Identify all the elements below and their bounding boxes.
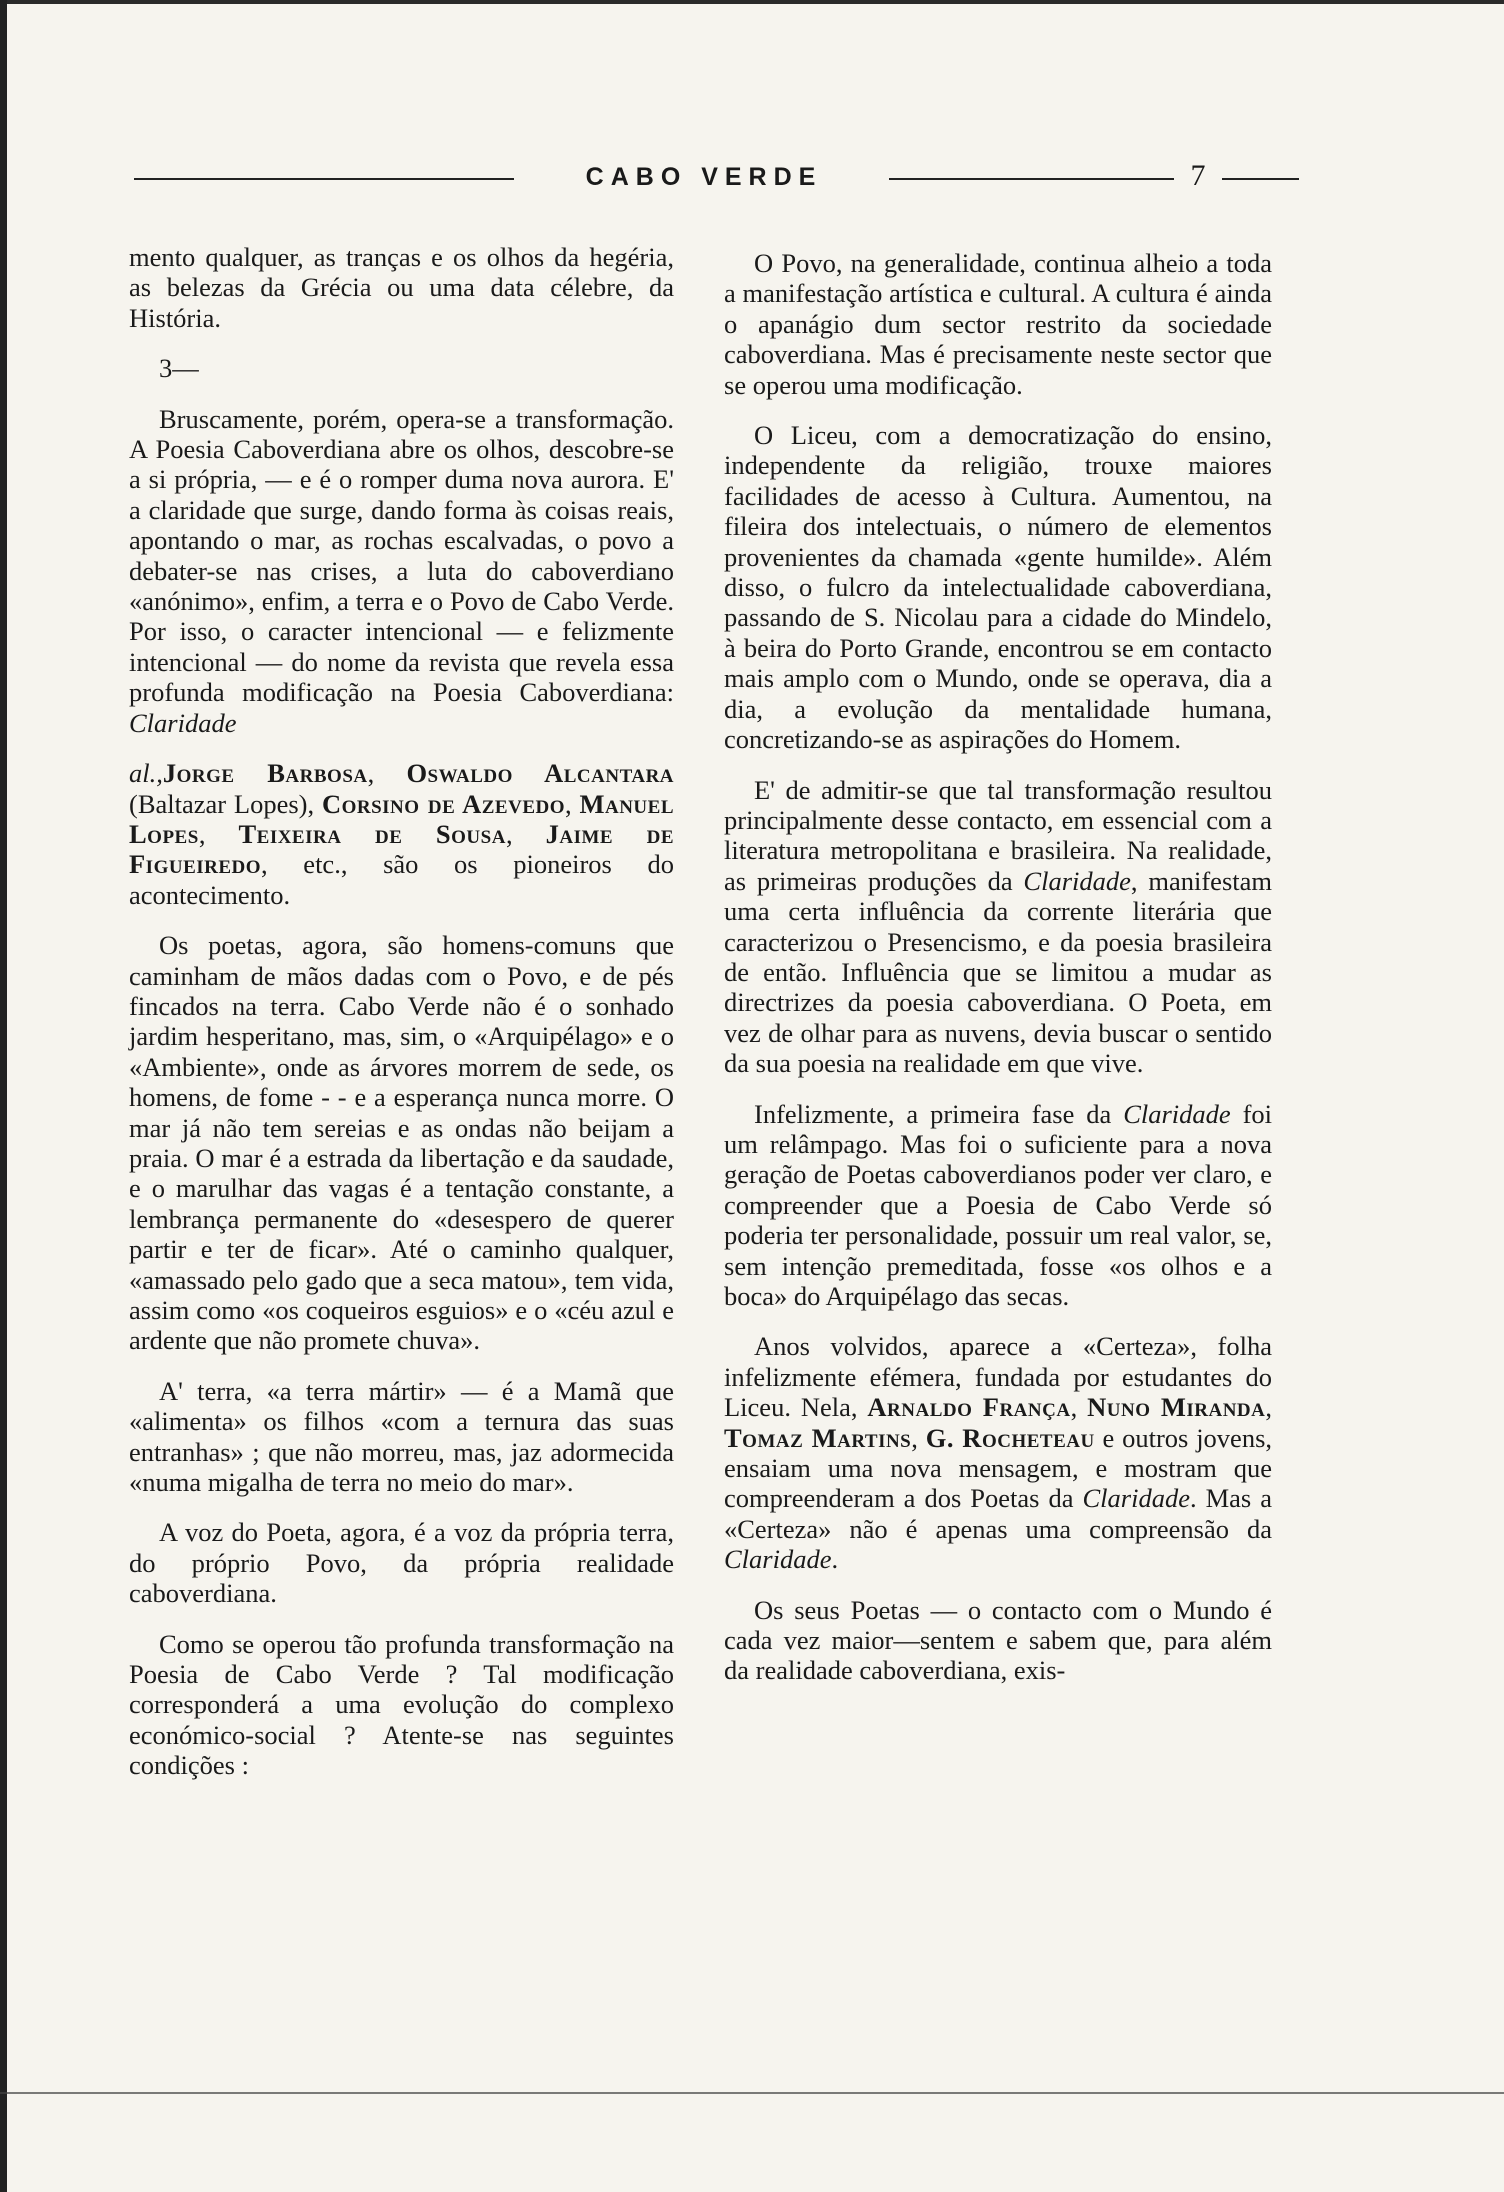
left-column (129, 242, 674, 1801)
journal-title: Claridade (129, 707, 237, 738)
author-name: Tomaz Martins (724, 1422, 912, 1453)
author-name: Jaime de Figueiredo (129, 818, 674, 880)
separator: , (505, 818, 546, 849)
paragraph: A' terra, «a terra mártir» — é a Mamã que «alimenta» os filhos «com a ternura das suas entranhas» ; que não morreu, mas, jaz adormecida «numa migalha de terra no meio do mar». (129, 1375, 674, 1498)
journal-title: Claridade (1023, 865, 1131, 896)
separator: , (565, 788, 580, 819)
paragraph: Os poetas, agora, são homens-comuns que caminham de mãos dadas com o Povo, e de pés fincados na terra. Cabo Verde não é o sonhado jardim hesperitano, mas, sim, o «Arquipélago» e o «Ambiente», onde as árvores morrem de sede, os homens, de fome - - e a esperança nunca morre. O mar já não tem sereias e as ondas não beijam a praia. O mar é a estrada da libertação e da saudade, e o marulhar das vagas é a tentação constante, a lembrança permanente do «desespero de querer partir e ter de ficar». Até o caminho qualquer, «amassado pelo gado que a seca matou», tem vida, assim como «os coqueiros esguios» e o «céu azul e ardente que não promete chuva». (129, 930, 674, 1356)
header-rule-right (889, 178, 1299, 180)
paragraph-text: (Baltazar Lopes), (129, 788, 322, 819)
paragraph-text: e outros jovens, ensaiam uma nova mensagem, e mostram que compreenderam a dos Poetas da (724, 1422, 1273, 1514)
paragraph: Como se operou tão profunda transformação na Poesia de Cabo Verde ? Tal modificação corresponderá a uma evolução do complexo económico-social ? Atente-se nas seguintes condições : (129, 1628, 674, 1781)
journal-title: Claridade (724, 1544, 832, 1575)
paragraph-text: Bruscamente, porém, opera-se a transformação. A Poesia Caboverdiana abre os olhos, descobre-se a si própria, — e é o romper duma nova aurora. E' a claridade que surge, dando forma às coisas reais, apontando o mar, as rochas escalvadas, o povo a debater-se nas crises, a luta do caboverdiano «anónimo», enfim, a terra e o Povo de Cabo Verde. Por isso, o caracter intencional — e felizmente intencional — do nome da revista que revela essa profunda modificação na Poesia Caboverdiana: (129, 403, 674, 708)
journal-title: Claridade (1123, 1098, 1231, 1129)
running-header (134, 159, 1278, 197)
paragraph: Os seus Poetas — o contacto com o Mundo é cada vez maior—sentem e sabem que, para além da realidade caboverdiana, exis- (724, 1594, 1272, 1686)
right-column (724, 248, 1272, 1706)
author-name: Oswaldo Alcantara (406, 758, 675, 789)
paragraph-text: Anos volvidos, aparece a «Certeza», folha infelizmente efémera, fundada por estudantes do Liceu. Nela, (724, 1331, 1272, 1423)
author-name: Jorge Barbosa (162, 758, 368, 789)
author-name: Manuel Lopes (129, 788, 674, 849)
scan-left-edge (0, 0, 7, 2192)
separator: , (911, 1422, 926, 1453)
journal-title: Claridade (1082, 1483, 1190, 1514)
paragraph-text: , manifestam uma certa influência da corrente literária que caracterizou o Presencismo, e da poesia brasileira de então. Influência que se limitou a mudar as directrizes da poesia caboverdiana. O Poeta, em vez de olhar para as nuvens, devia buscar o sentido da sua poesia na realidade em que vive. (724, 865, 1272, 1079)
margin-annotation: al., (129, 758, 163, 789)
scan-top-edge (0, 0, 1504, 4)
paragraph-text: . Mas a «Certeza» não é apenas uma compreensão da (724, 1483, 1272, 1544)
page-number: 7 (1174, 159, 1222, 193)
separator: . (831, 1544, 839, 1575)
section-number: 3— (159, 353, 199, 384)
separator: , (198, 818, 239, 849)
author-name: Arnaldo França (867, 1392, 1071, 1423)
running-title: CABO VERDE (585, 163, 823, 191)
paragraph-text: foi um relâmpago. Mas foi o suficiente para a nova geração de Poetas caboverdianos poder ver claro, e compreender que a Poesia de Cabo Verde só poderia ter personalidade, possuir um real valor, se, sem intenção premeditada, fosse «os olhos e a boca» do Arquipélago das secas. (724, 1098, 1273, 1311)
paragraph: A voz do Poeta, agora, é a voz da própria terra, do próprio Povo, da própria realidade caboverdiana. (129, 1517, 674, 1609)
paragraph (129, 404, 674, 738)
paragraph-pioneers (129, 758, 674, 910)
paragraph: O Povo, na generalidade, continua alheio a toda a manifestação artística e cultural. A cultura é ainda o apanágio dum sector restrito da sociedade caboverdiana. Mas é precisamente neste sector que se operou uma modificação. (724, 248, 1272, 400)
paragraph: O Liceu, com a democratização do ensino, independente da religião, trouxe maiores facilidades de acesso à Cultura. Aumentou, na fileira dos intelectuais, o número de elementos provenientes da chamada «gente humilde». Além disso, o fulcro da intelectualidade caboverdiana, passando de S. Nicolau para a cidade do Mindelo, à beira do Porto Grande, encontrou se em contacto mais amplo com o Mundo, onde se operava, dia a dia, a evolução da mentalidade humana, concretizando-se as aspirações do Homem. (724, 420, 1272, 755)
paragraph (724, 1099, 1272, 1312)
paragraph-text: , etc., são os pioneiros do acontecimento. (129, 849, 674, 910)
author-name: Nuno Miranda (1087, 1392, 1266, 1423)
separator: , (1070, 1392, 1088, 1423)
author-name: Teixeira de Sousa (238, 818, 506, 849)
author-name: G. Rocheteau (925, 1422, 1095, 1453)
separator: , (367, 758, 407, 789)
scan-bottom-rule (0, 2092, 1504, 2094)
paragraph (724, 775, 1272, 1079)
header-rule-left (134, 178, 514, 180)
paragraph: mento qualquer, as tranças e os olhos da hegéria, as belezas da Grécia ou uma data célebre, da História. (129, 242, 674, 333)
paragraph-text: E' de admitir-se que tal transformação resultou principalmente desse contacto, em essencial com a literatura metropolitana e brasileira. Na realidade, as primeiras produções da (724, 774, 1272, 896)
separator: , (1265, 1392, 1273, 1423)
author-name: Corsino de Azevedo (321, 788, 566, 819)
paragraph (724, 1331, 1272, 1574)
paragraph-text: Infelizmente, a primeira fase da (754, 1098, 1124, 1129)
